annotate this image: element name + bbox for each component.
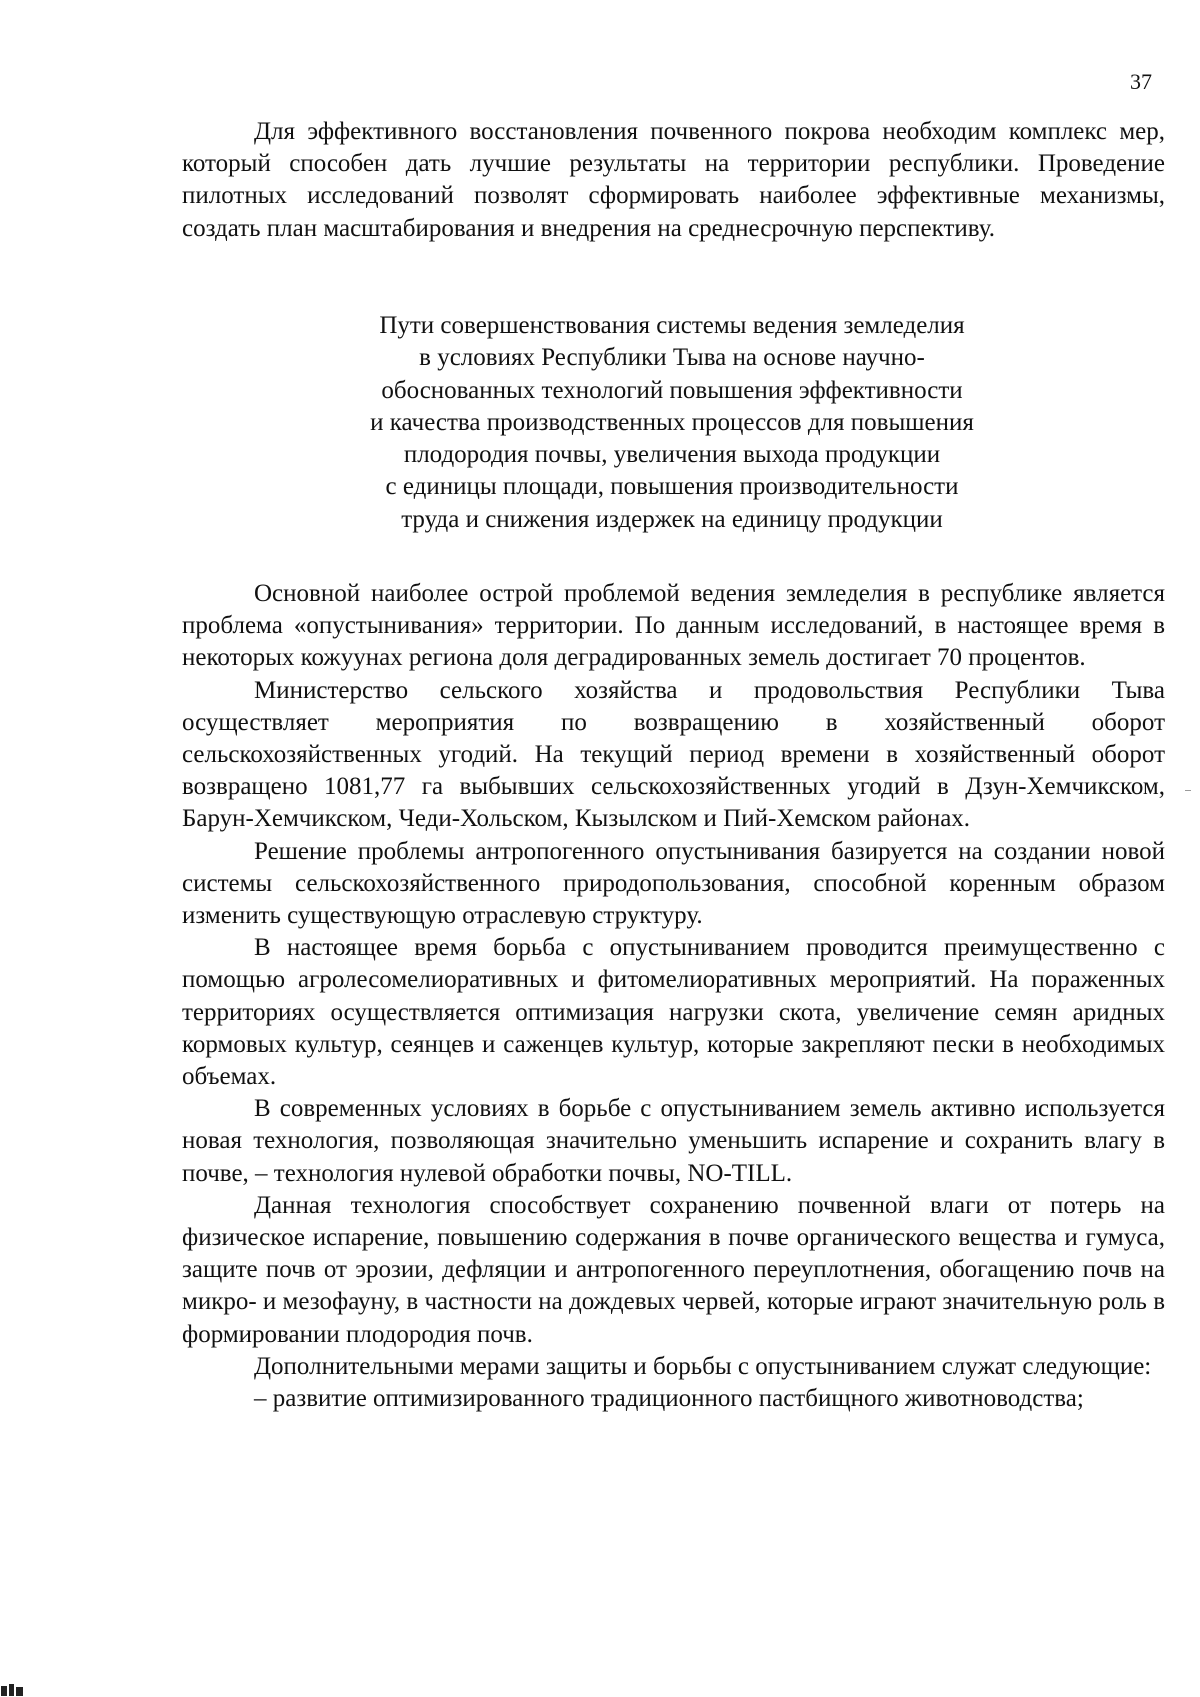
intro-paragraph-block [182,116,1165,245]
body-paragraph-ministry-measures: Министерство сельского хозяйства и продовольствия Республики Тыва осуществляет мероприятия по возвращению в хозяйственный оборот сельскохозяйственных угодий. На текущий период времени в хозяйственный оборот возвращено 1081,77 га выбывших сельскохозяйственных угодий в Дзун-Хемчикском, Барун-Хемчикском, Чеди-Хольском, Кызылском и Пий-Хемском районах. [182,676,1165,833]
body-text-block [182,578,1165,1415]
body-paragraph-additional-measures: Дополнительными мерами защиты и борьбы с опустыниванием служат следующие: [254,1352,1152,1380]
scan-artifact-icon [0,1682,30,1697]
section-heading-line: с единицы площади, повышения производительности [385,473,959,501]
section-heading-line: в условиях Республики Тыва на основе научно- [419,344,925,372]
scan-margin-mark [1185,790,1191,791]
body-paragraph-technology-benefits: Данная технология способствует сохранению почвенной влаги от потерь на физическое испарение, повышению содержания в почве органического вещества и гумуса, защите почв от эрозии, дефляции и антропогенного переуплотнения, обогащению почв на микро- и мезофауну, в частности на дождевых червей, которые играют значительную роль в формировании плодородия почв. [182,1191,1166,1348]
body-paragraph-new-system: Решение проблемы антропогенного опустынивания базируется на создании новой системы сельскохозяйственного природопользования, способной коренным образом изменить существующую отраслевую структуру. [182,837,1165,930]
intro-paragraph: Для эффективного восстановления почвенного покрова необходим комплекс мер, который способен дать лучшие результаты на территории республики. Проведение пилотных исследований позволят сформировать наиболее эффективные механизмы, создать план масштабирования и внедрения на среднесрочную перспективу. [182,118,1165,242]
section-heading-line: обоснованных технологий повышения эффективности [381,376,963,404]
page-number: 37 [1130,69,1152,94]
body-list-item-pasture-livestock: – развитие оптимизированного традиционного пастбищного животноводства; [254,1385,1084,1413]
section-heading-line: Пути совершенствования системы ведения земледелия [379,312,965,339]
section-heading [262,310,1082,536]
section-heading-line: плодородия почвы, увеличения выхода продукции [403,441,941,469]
body-paragraph-no-till: В современных условиях в борьбе с опустыниванием земель активно используется новая технология, позволяющая значительно уменьшить испарение и сохранить влагу в почве, – технология нулевой обработки почвы, NO-TILL. [182,1095,1165,1187]
section-heading-line: и качества производственных процессов для повышения [370,408,974,436]
body-paragraph-current-methods: В настоящее время борьба с опустыниванием проводится преимущественно с помощью агролесомелиоративных и фитомелиоративных мероприятий. На пораженных территориях осуществляется оптимизация нагрузки скота, увеличение семян аридных кормовых культур, сеянцев и саженцев культур, которые закрепляют пески в необходимых объемах. [182,934,1165,1091]
body-paragraph-desertification-problem: Основной наиболее острой проблемой ведения земледелия в республике является проблема «опустынивания» территории. По данным исследований, в настоящее время в некоторых кожуунах региона доля деградированных земель достигает 70 процентов. [182,580,1165,672]
section-heading-line: труда и снижения издержек на единицу продукции [401,505,943,533]
